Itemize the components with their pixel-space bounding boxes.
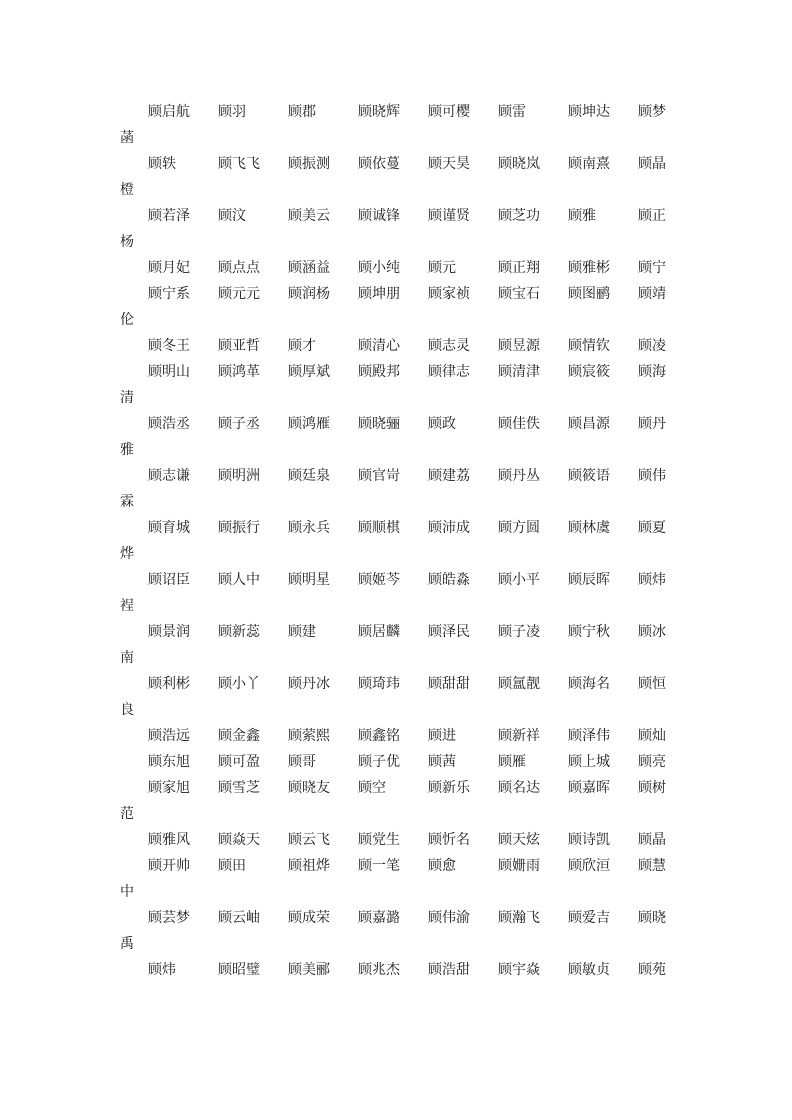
wrapped-line: [120, 489, 680, 515]
name-entry: 顾雅风: [148, 832, 190, 848]
name-entry: 顾云飞: [288, 832, 330, 848]
name-entry: 顾晓友: [288, 780, 330, 796]
name-entry: 顾敏贞: [568, 962, 610, 978]
name-entry: 顾梦: [638, 104, 666, 120]
name-row: [120, 515, 680, 541]
wrapped-char: 烨: [120, 546, 134, 562]
name-entry: 顾南熹: [568, 156, 610, 172]
name-entry: 顾雪芝: [218, 780, 260, 796]
name-entry: 顾宇焱: [498, 962, 540, 978]
wrapped-char: 禹: [120, 936, 134, 952]
name-entry: 顾成荣: [288, 910, 330, 926]
wrapped-line: [120, 593, 680, 619]
name-entry: 顾空: [358, 780, 386, 796]
name-entry: 顾沛成: [428, 520, 470, 536]
name-row: [120, 463, 680, 489]
name-entry: 顾嘉晖: [568, 780, 610, 796]
name-entry: 顾党生: [358, 832, 400, 848]
name-entry: 顾进: [428, 728, 456, 744]
name-entry: 顾雅彬: [568, 260, 610, 276]
name-entry: 顾东旭: [148, 754, 190, 770]
name-entry: 顾新祥: [498, 728, 540, 744]
name-entry: 顾姬芩: [358, 572, 400, 588]
name-entry: 顾田: [218, 858, 246, 874]
name-entry: 顾炜: [148, 962, 176, 978]
name-entry: 顾靖: [638, 286, 666, 302]
name-entry: 顾宸筱: [568, 364, 610, 380]
name-entry: 顾鸿革: [218, 364, 260, 380]
name-entry: 顾正: [638, 208, 666, 224]
name-entry: 顾开帅: [148, 858, 190, 874]
name-entry: 顾茜: [428, 754, 456, 770]
wrapped-line: [120, 541, 680, 567]
name-entry: 顾上城: [568, 754, 610, 770]
wrapped-char: 清: [120, 390, 134, 406]
name-entry: 顾甜甜: [428, 676, 470, 692]
name-entry: 顾育城: [148, 520, 190, 536]
name-entry: 顾坤达: [568, 104, 610, 120]
name-entry: 顾诏臣: [148, 572, 190, 588]
name-entry: 顾海名: [568, 676, 610, 692]
name-entry: 顾景润: [148, 624, 190, 640]
name-entry: 顾泽民: [428, 624, 470, 640]
name-entry: 顾焱天: [218, 832, 260, 848]
name-entry: 顾子丞: [218, 416, 260, 432]
name-entry: 顾新乐: [428, 780, 470, 796]
wrapped-line: [120, 385, 680, 411]
name-entry: 顾雁: [498, 754, 526, 770]
name-entry: 顾振行: [218, 520, 260, 536]
name-entry: 顾月妃: [148, 260, 190, 276]
name-entry: 顾亮: [638, 754, 666, 770]
name-entry: 顾昌源: [568, 416, 610, 432]
name-entry: 顾雷: [498, 104, 526, 120]
wrapped-line: [120, 931, 680, 957]
name-entry: 顾氲靓: [498, 676, 540, 692]
name-row: [120, 567, 680, 593]
wrapped-line: [120, 437, 680, 463]
name-entry: 顾姗雨: [498, 858, 540, 874]
name-entry: 顾谨贤: [428, 208, 470, 224]
wrapped-char: 中: [120, 884, 134, 900]
name-entry: 顾芸梦: [148, 910, 190, 926]
wrapped-char: 霖: [120, 494, 134, 510]
name-entry: 顾情钦: [568, 338, 610, 354]
name-entry: 顾点点: [218, 260, 260, 276]
name-entry: 顾凌: [638, 338, 666, 354]
name-row: [120, 619, 680, 645]
name-row: [120, 281, 680, 307]
name-entry: 顾官岢: [358, 468, 400, 484]
name-entry: 顾辰晖: [568, 572, 610, 588]
name-entry: 顾鸿雁: [288, 416, 330, 432]
name-entry: 顾小纯: [358, 260, 400, 276]
name-entry: 顾可盈: [218, 754, 260, 770]
name-entry: 顾政: [428, 416, 456, 432]
name-entry: 顾晓辉: [358, 104, 400, 120]
name-entry: 顾润杨: [288, 286, 330, 302]
name-entry: 顾灿: [638, 728, 666, 744]
wrapped-line: [120, 645, 680, 671]
name-entry: 顾清津: [498, 364, 540, 380]
wrapped-line: [120, 125, 680, 151]
name-row: [120, 723, 680, 749]
name-entry: 顾元: [428, 260, 456, 276]
name-entry: 顾泽伟: [568, 728, 610, 744]
name-entry: 顾飞飞: [218, 156, 260, 172]
name-entry: 顾图鹂: [568, 286, 610, 302]
name-entry: 顾才: [288, 338, 316, 354]
name-entry: 顾晓骊: [358, 416, 400, 432]
name-entry: 顾云岫: [218, 910, 260, 926]
name-row: [120, 411, 680, 437]
name-entry: 顾名达: [498, 780, 540, 796]
wrapped-line: [120, 177, 680, 203]
name-entry: 顾明洲: [218, 468, 260, 484]
name-entry: 顾瀚飞: [498, 910, 540, 926]
wrapped-line: [120, 879, 680, 905]
name-entry: 顾皓淼: [428, 572, 470, 588]
name-entry: 顾诗凯: [568, 832, 610, 848]
name-entry: 顾家祯: [428, 286, 470, 302]
name-entry: 顾晓: [638, 910, 666, 926]
name-entry: 顾林虞: [568, 520, 610, 536]
name-entry: 顾祖烨: [288, 858, 330, 874]
name-entry: 顾依蔓: [358, 156, 400, 172]
name-entry: 顾丹: [638, 416, 666, 432]
name-entry: 顾苑: [638, 962, 666, 978]
name-entry: 顾冬王: [148, 338, 190, 354]
wrapped-char: 良: [120, 702, 134, 718]
name-entry: 顾昭璧: [218, 962, 260, 978]
name-entry: 顾恒: [638, 676, 666, 692]
name-row: [120, 671, 680, 697]
name-row: [120, 333, 680, 359]
name-entry: 顾利彬: [148, 676, 190, 692]
name-entry: 顾涵益: [288, 260, 330, 276]
name-row: [120, 957, 680, 983]
name-row: [120, 905, 680, 931]
name-entry: 顾浩甜: [428, 962, 470, 978]
name-entry: 顾萦熙: [288, 728, 330, 744]
name-entry: 顾建: [288, 624, 316, 640]
name-entry: 顾殿邦: [358, 364, 400, 380]
wrapped-char: 菡: [120, 130, 134, 146]
name-row: [120, 203, 680, 229]
name-entry: 顾家旭: [148, 780, 190, 796]
wrapped-line: [120, 307, 680, 333]
name-entry: 顾炜: [638, 572, 666, 588]
name-entry: 顾美云: [288, 208, 330, 224]
name-entry: 顾子凌: [498, 624, 540, 640]
name-entry: 顾律志: [428, 364, 470, 380]
name-entry: 顾忻名: [428, 832, 470, 848]
name-entry: 顾晶: [638, 832, 666, 848]
name-entry: 顾丹冰: [288, 676, 330, 692]
name-entry: 顾伟渝: [428, 910, 470, 926]
name-entry: 顾羽: [218, 104, 246, 120]
name-entry: 顾美郦: [288, 962, 330, 978]
name-entry: 顾方圆: [498, 520, 540, 536]
name-entry: 顾志灵: [428, 338, 470, 354]
name-entry: 顾振测: [288, 156, 330, 172]
name-entry: 顾丹丛: [498, 468, 540, 484]
name-entry: 顾厚斌: [288, 364, 330, 380]
name-entry: 顾启航: [148, 104, 190, 120]
name-row: [120, 853, 680, 879]
wrapped-char: 伦: [120, 312, 134, 328]
name-entry: 顾树: [638, 780, 666, 796]
name-entry: 顾昱源: [498, 338, 540, 354]
name-entry: 顾若泽: [148, 208, 190, 224]
name-entry: 顾清心: [358, 338, 400, 354]
name-entry: 顾伟: [638, 468, 666, 484]
name-entry: 顾琦玮: [358, 676, 400, 692]
wrapped-char: 范: [120, 806, 134, 822]
name-entry: 顾晶: [638, 156, 666, 172]
name-entry: 顾晓岚: [498, 156, 540, 172]
name-entry: 顾正翔: [498, 260, 540, 276]
name-entry: 顾天炫: [498, 832, 540, 848]
wrapped-char: 南: [120, 650, 134, 666]
name-entry: 顾小平: [498, 572, 540, 588]
name-row: [120, 749, 680, 775]
name-entry: 顾欣洹: [568, 858, 610, 874]
name-entry: 顾建荔: [428, 468, 470, 484]
name-entry: 顾子优: [358, 754, 400, 770]
name-entry: 顾可樱: [428, 104, 470, 120]
name-entry: 顾明山: [148, 364, 190, 380]
name-entry: 顾坤朋: [358, 286, 400, 302]
name-entry: 顾人中: [218, 572, 260, 588]
name-entry: 顾居麟: [358, 624, 400, 640]
name-entry: 顾愈: [428, 858, 456, 874]
name-row: [120, 151, 680, 177]
name-entry: 顾一笔: [358, 858, 400, 874]
name-list: [120, 99, 680, 983]
wrapped-char: 橙: [120, 182, 134, 198]
name-entry: 顾雅: [568, 208, 596, 224]
name-entry: 顾郡: [288, 104, 316, 120]
name-entry: 顾浩丞: [148, 416, 190, 432]
name-entry: 顾冰: [638, 624, 666, 640]
name-row: [120, 99, 680, 125]
wrapped-char: 裎: [120, 598, 134, 614]
name-entry: 顾元元: [218, 286, 260, 302]
name-entry: 顾永兵: [288, 520, 330, 536]
name-entry: 顾宁: [638, 260, 666, 276]
wrapped-line: [120, 229, 680, 255]
name-entry: 顾爱吉: [568, 910, 610, 926]
wrapped-char: 雅: [120, 442, 134, 458]
name-entry: 顾天昊: [428, 156, 470, 172]
name-entry: 顾小丫: [218, 676, 260, 692]
name-entry: 顾嘉潞: [358, 910, 400, 926]
name-entry: 顾宝石: [498, 286, 540, 302]
name-entry: 顾汶: [218, 208, 246, 224]
name-entry: 顾轶: [148, 156, 176, 172]
name-entry: 顾亚哲: [218, 338, 260, 354]
wrapped-char: 杨: [120, 234, 134, 250]
name-entry: 顾哥: [288, 754, 316, 770]
name-row: [120, 359, 680, 385]
name-entry: 顾廷泉: [288, 468, 330, 484]
wrapped-line: [120, 697, 680, 723]
name-entry: 顾筱语: [568, 468, 610, 484]
name-entry: 顾明星: [288, 572, 330, 588]
name-entry: 顾新蕊: [218, 624, 260, 640]
name-entry: 顾慧: [638, 858, 666, 874]
name-row: [120, 827, 680, 853]
wrapped-line: [120, 801, 680, 827]
name-entry: 顾兆杰: [358, 962, 400, 978]
name-entry: 顾宁秋: [568, 624, 610, 640]
name-entry: 顾浩远: [148, 728, 190, 744]
name-entry: 顾鑫铭: [358, 728, 400, 744]
name-entry: 顾夏: [638, 520, 666, 536]
name-entry: 顾顺棋: [358, 520, 400, 536]
name-row: [120, 255, 680, 281]
name-entry: 顾佳佚: [498, 416, 540, 432]
name-entry: 顾诚锋: [358, 208, 400, 224]
name-entry: 顾芝功: [498, 208, 540, 224]
name-entry: 顾志谦: [148, 468, 190, 484]
name-row: [120, 775, 680, 801]
name-entry: 顾金鑫: [218, 728, 260, 744]
name-entry: 顾海: [638, 364, 666, 380]
name-entry: 顾宁系: [148, 286, 190, 302]
